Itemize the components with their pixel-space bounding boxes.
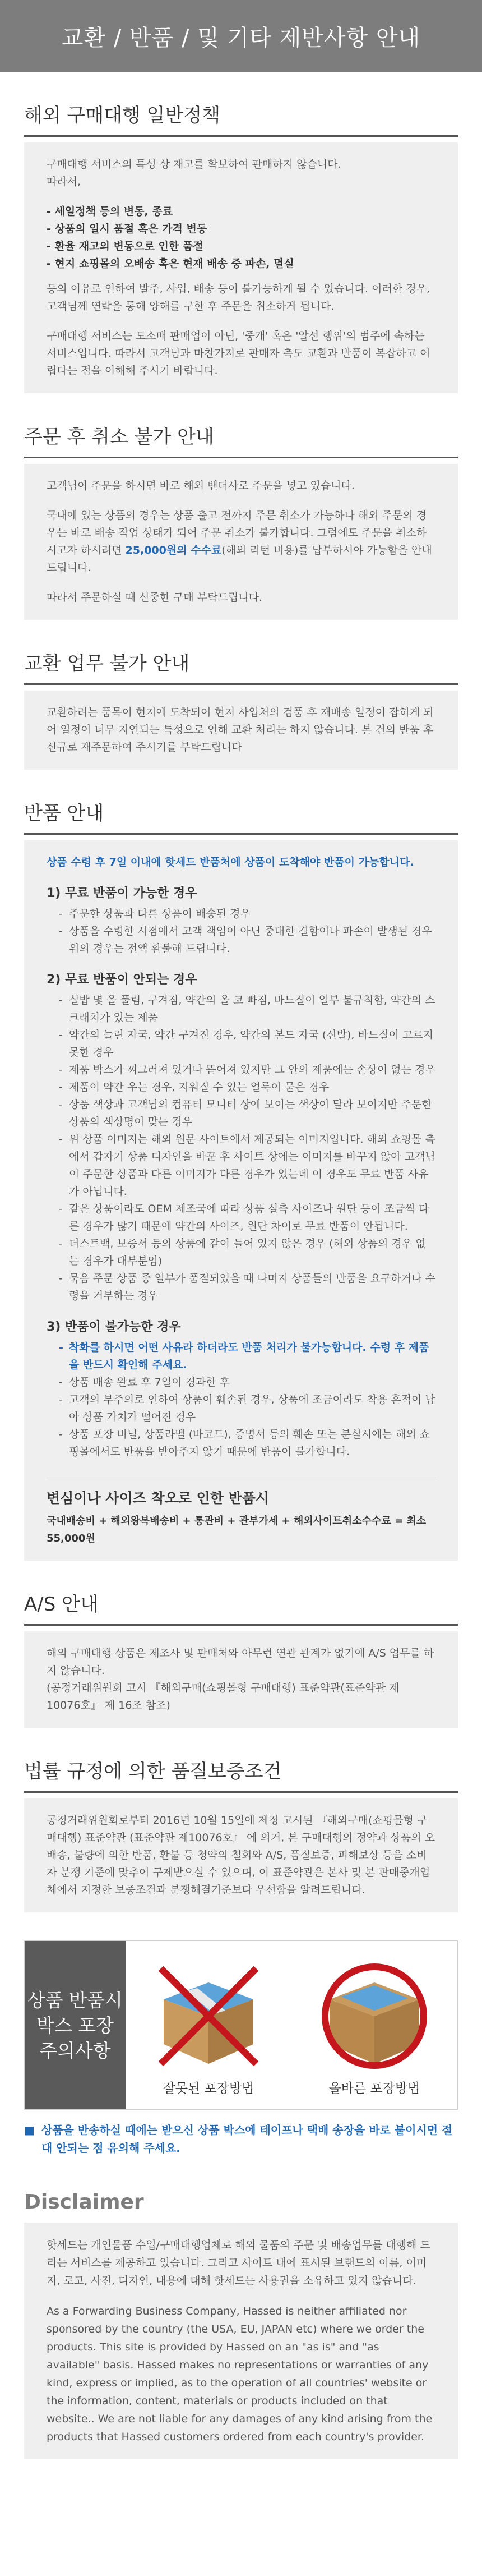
section-general-policy [0,72,482,393]
paragraph: 국내에 있는 상품의 경우는 상품 출고 전까지 주문 취소가 가능하나 해외 주문의 경우는 바로 배송 작업 상태가 되어 주문 취소가 불가합니다. 그럼에도 주문을 취소하시고자 하시려면 25,000원의 수수료(해외 리턴 비용)를 납부하셔야 가능함을 안내 드립니다. [47,509,432,574]
content-box [24,1631,458,1728]
paragraph: 공정거래위원회로부터 2016년 10월 15일에 제정 고시된 『해외구매(쇼핑몰형 구매대행) 표준약관 (표준약관 제10076호』 에 의거, 본 구매대행의 정약과 상품의 오배송, 불량에 의한 반품, 환불 등 청약의 철회와 A/S, 품질보증, 피해보상 등을 소비자 분쟁 기준에 맞추어 구제받으실 수 있으며, 이 표준약관은 본사 및 본 판매중개업체에서 지정한 보증조건과 분쟁해결기준보다 우선함을 알려드립니다. [47,1814,435,1896]
paragraph: As a Forwarding Business Company, Hassed is neither affiliated nor sponsored by the country (the USA, EU, JAPAN etc) where we order the products. This site is provided by Hassed on an "as is" and "as available" basis. Hassed makes no representations or warranties of any kind, express or implied, as to the operation of all countries' website or the information, content, materials or products included on that website.. We are not liable for any damages of any kind arising from the products that Hassed customers ordered from each country's provider. [47,2305,433,2443]
list-item: - 제품이 약간 우는 경우, 지워질 수 있는 얼룩이 묻은 경우 [59,1079,435,1096]
sub-list [47,1339,435,1461]
caution-examples [126,1941,457,2109]
section-return [0,770,482,1561]
right-packing-icon [313,1954,436,2072]
list-item: - 실밥 몇 올 풀림, 구겨짐, 약간의 올 코 빠짐, 바느질이 일부 불규칙함, 약간의 스크래치가 있는 제품 [59,992,435,1027]
paragraph: 해외 구매대행 상품은 제조사 및 판매처와 아무런 연관 관계가 없기에 A/S 업무를 하지 않습니다. (공정거래위원회 고시 『해외구매(쇼핑몰형 구매대행) 표준약관(표준약관 제 10076호』 제 16조 참조) [47,1647,434,1712]
caution-label: 상품 반품시 박스 포장 주의사항 [25,1941,126,2109]
paragraph: 따라서 주문하실 때 신중한 구매 부탁드립니다. [47,591,262,604]
list-item: - 환율 재고의 변동으로 인한 품절 [47,240,203,252]
list-item: - 상품의 일시 품절 혹은 가격 변동 [47,223,207,235]
right-packing [313,1954,436,2096]
fee-title: 변심이나 사이즈 착오로 인한 반품시 [47,1490,270,1506]
list-item: - 더스트백, 보증서 등의 상품에 같이 들어 있지 않은 경우 (해외 상품의 경우 없는 경우가 대부분임) [59,1235,435,1270]
section-title: A/S 안내 [24,1561,458,1626]
section-as [0,1561,482,1728]
paragraph: 교환하려는 품목이 현지에 도착되어 현지 사입처의 검품 후 재배송 일정이 잡히게 되어 일정이 너무 지연되는 특성으로 인해 교환 처리는 하지 않습니다. 본 건의 반품 후 신규로 재주문하여 주시기를 부탁드립니다 [47,706,434,753]
section-title: 해외 구매대행 일반정책 [24,72,458,137]
paragraph: 등의 이유로 인하여 발주, 사입, 배송 등이 불가능하게 될 수 있습니다. 이러한 경우, 고객님께 연락을 통해 양해를 구한 후 주문을 취소하게 됩니다. [47,283,430,312]
list-item: - 묶음 주문 상품 중 일부가 품절되었을 때 나머지 상품들의 반품을 요구하거나 수령을 거부하는 경우 [59,1270,435,1305]
list-item: - 제품 박스가 찌그러져 있거나 뜯어져 있지만 그 안의 제품에는 손상이 없는 경우 [59,1061,435,1079]
list-item: - 주문한 상품과 다른 상품이 배송된 경우 [59,905,435,923]
sub-list [47,992,435,1305]
wrong-packing [147,1954,270,2096]
list-item: - 상품 색상과 고객님의 컴퓨터 모니터 상에 보이는 색상이 달라 보이지만 주문한 상품의 색상명이 맞는 경우 [59,1096,435,1131]
paragraph: 고객님이 주문을 하시면 바로 해외 밴더사로 주문을 넣고 있습니다. [47,480,355,492]
sub-title: 1) 무료 반품이 가능한 경우 [47,886,197,900]
list-item: - 고객의 부주의로 인하여 상품이 훼손된 경우, 상품에 조금이라도 착용 흔적이 남아 상품 가치가 떨어진 경우 [59,1391,435,1426]
section-title: 반품 안내 [24,770,458,835]
sub-title: 2) 무료 반품이 안되는 경우 [47,973,197,987]
list-item: - 약간의 늘린 자국, 약간 구겨진 경우, 약간의 본드 자국 (신발), 바느질이 고르지 못한 경우 [59,1027,435,1061]
list-item: - 세일정책 등의 변동, 종료 [47,205,173,218]
fee-highlight: 25,000원의 수수료 [125,544,222,556]
bullet-list [47,203,435,273]
packing-note: ■ 상품을 반송하실 때에는 받으신 상품 박스에 테이프나 택배 송장을 바로 붙이시면 절대 안되는 점 유의해 주세요. [24,2121,458,2157]
paragraph: 구매대행 서비스는 도소매 판매업이 아닌, '중개' 혹은 '알선 행위'의 범주에 속하는 서비스입니다. 따라서 고객님과 마찬가지로 판매자 측도 교환과 반품이 복잡하고 어렵다는 점을 이해해 주시기 바랍니다. [47,330,430,377]
content-box [24,464,458,620]
section-no-cancel [0,393,482,620]
content-box [24,142,458,393]
content-box [24,1798,458,1912]
paragraph: 구매대행 서비스의 특성 상 재고를 확보하여 판매하지 않습니다. 따라서, [47,158,341,188]
list-item: - 같은 상품이라도 OEM 제조국에 따라 상품 실측 사이즈나 원단 등이 조금씩 다른 경우가 많기 때문에 약간의 사이즈, 원단 차이로 무료 반품이 안됩니다. [59,1200,435,1235]
section-title: 법률 규정에 의한 품질보증조건 [24,1728,458,1793]
right-packing-label: 올바른 포장방법 [328,2081,420,2096]
wrong-packing-icon [147,1954,270,2072]
disclaimer-title: Disclaimer [24,2191,144,2214]
top-banner [0,0,482,72]
sub-title: 3) 반품이 불가능한 경우 [47,1320,181,1334]
return-intro: 상품 수령 후 7일 이내에 핫세드 반품처에 상품이 도착해야 반품이 가능합니다. [47,856,414,868]
section-title: 주문 후 취소 불가 안내 [24,393,458,458]
disclaimer-box [24,2223,458,2459]
list-item: - 상품을 수령한 시점에서 고객 책임이 아닌 중대한 결함이나 파손이 발생된 경우 위의 경우는 전액 환불해 드립니다. [59,923,435,958]
list-item: - 착화를 하시면 어떤 사유라 하더라도 반품 처리가 불가능합니다. 수령 후 제품을 반드시 확인해 주세요. [59,1339,435,1374]
section-warranty [0,1728,482,1912]
section-no-exchange [0,620,482,770]
content-box [24,840,458,1561]
list-item: - 상품 포장 비닐, 상품라벨 (바코드), 증명서 등의 훼손 또는 분실시에는 해외 쇼핑몰에서도 반품을 받아주지 않기 때문에 반품이 불가합니다. [59,1426,435,1461]
content-box [24,691,458,770]
list-item: - 위 상품 이미지는 해외 원문 사이트에서 제공되는 이미지입니다. 해외 쇼핑몰 측에서 갑자기 상품 디자인을 바꾼 후 사이트 상에는 이미지를 바꾸지 않아 고객님이 주문한 상품과 다른 이미지가 다른 경우가 있는데 이 경우도 무료 반품 사유가 아닙니다. [59,1131,435,1200]
list-item: - 상품 배송 완료 후 7일이 경과한 후 [59,1374,435,1391]
square-bullet-icon: ■ [24,2123,35,2137]
list-item: - 현지 쇼핑몰의 오배송 혹은 현재 배송 중 파손, 멸실 [47,257,294,270]
packing-caution [24,1940,458,2110]
section-title: 교환 업무 불가 안내 [24,620,458,685]
paragraph: 핫세드는 개인물품 수입/구매대행업체로 해외 물품의 주문 및 배송업무를 대행해 드리는 서비스를 제공하고 있습니다. 그리고 사이트 내에 표시된 브랜드의 이름, 이미지, 로고, 사진, 디자인, 내용에 대해 핫세드는 사용권을 소유하고 있지 않습니다. [47,2239,430,2287]
banner-title: 교환 / 반품 / 및 기타 제반사항 안내 [61,25,421,51]
fee-line: 국내배송비 + 해외왕복배송비 + 통관비 + 관부가세 + 해외사이트취소수수료 = 최소 55,000원 [47,1515,427,1544]
wrong-packing-label: 잘못된 포장방법 [163,2081,254,2096]
sub-list [47,905,435,958]
disclaimer [0,2157,482,2482]
